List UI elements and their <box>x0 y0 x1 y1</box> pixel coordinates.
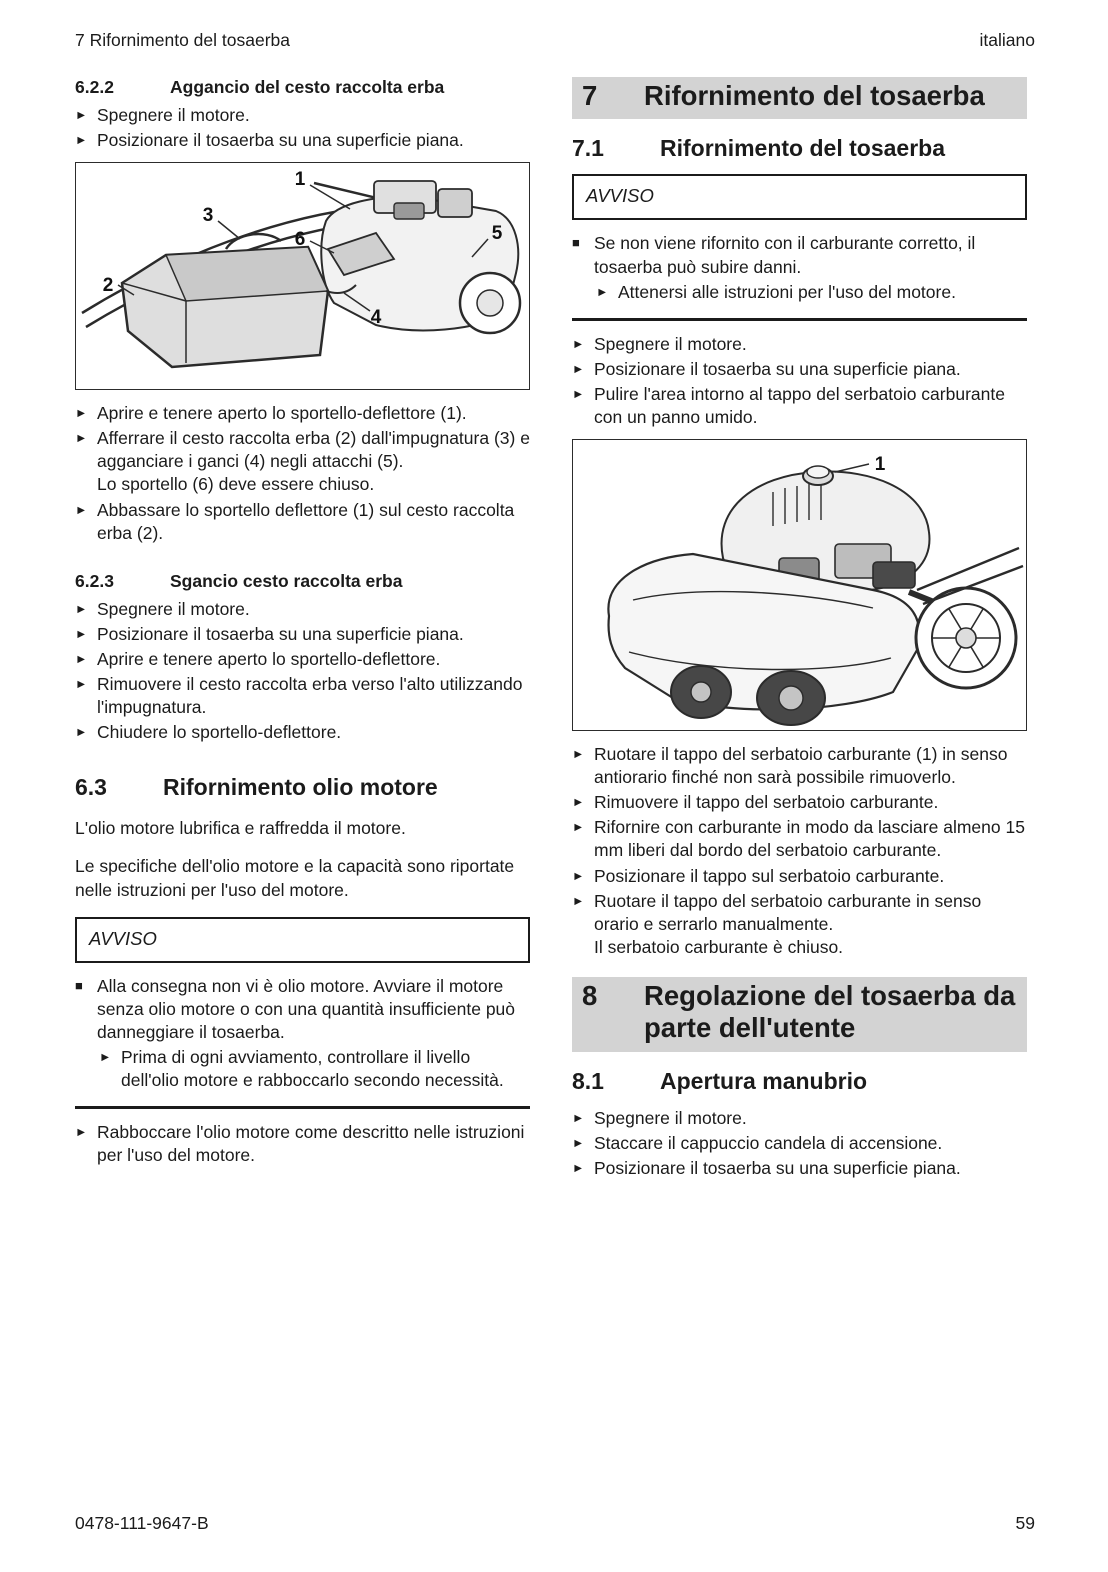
notice-item <box>572 232 1027 278</box>
notice-box <box>572 174 1027 220</box>
heading-6-2-2 <box>75 77 530 98</box>
list-item-text: Rimuovere il tappo del serbatoio carburante. <box>594 792 939 813</box>
heading-title: Rifornimento del tosaerba <box>660 135 945 162</box>
list-item-text: Posizionare il tosaerba su una superficie piana. <box>594 1158 961 1178</box>
footer-document-code: 0478-111-9647-B <box>75 1513 209 1533</box>
list-item-text: Aprire e tenere aperto lo sportello-deflettore. <box>97 648 441 669</box>
notice-sub-item <box>596 281 1027 304</box>
notice-body <box>572 232 1027 320</box>
bullet-arrow-icon: ► <box>572 747 585 762</box>
heading-6-2-3 <box>75 571 530 592</box>
heading-number: 7.1 <box>572 135 604 162</box>
list-item <box>572 791 1027 814</box>
heading-8-1 <box>572 1068 1027 1095</box>
heading-number: 6.2.2 <box>75 77 114 97</box>
bullet-arrow-icon: ► <box>75 601 88 616</box>
list-item-text: Ruotare il tappo del serbatoio carburante (1) in senso antiorario finché non sarà possibile rimuoverlo. <box>594 744 1008 788</box>
list-item-text: Posizionare il tappo sul serbatoio carburante. <box>594 865 945 886</box>
bullet-arrow-icon: ► <box>572 1135 585 1150</box>
heading-title: Sgancio cesto raccolta erba <box>170 570 403 591</box>
bullet-arrow-icon: ► <box>596 284 609 299</box>
bullet-arrow-icon: ► <box>572 868 585 883</box>
list-item <box>75 427 530 496</box>
heading-7-1 <box>572 135 1027 162</box>
notice-sub-item <box>99 1046 530 1092</box>
list-item-text: Spegnere il motore. <box>97 105 250 125</box>
list-item-text: Rabboccare l'olio motore come descritto nelle istruzioni per l'uso del motore. <box>97 1122 525 1166</box>
footer-page-number: 59 <box>1015 1513 1035 1533</box>
paragraph: L'olio motore lubrifica e raffredda il motore. <box>75 818 406 839</box>
bullet-square-icon: ■ <box>75 977 83 993</box>
fig1-callout-3: 3 <box>202 205 214 227</box>
list-item-text: Pulire l'area intorno al tappo del serbatoio carburante con un panno umido. <box>594 383 1005 427</box>
bullet-arrow-icon: ► <box>75 626 88 641</box>
heading-title: Aggancio del cesto raccolta erba <box>170 77 445 97</box>
list-item <box>75 598 530 621</box>
fig2-callout-1: 1 <box>874 454 886 476</box>
notice-body <box>75 975 530 1109</box>
list-item <box>572 1157 1027 1180</box>
list-item <box>572 358 1027 381</box>
bullet-arrow-icon: ► <box>75 651 88 666</box>
bullet-arrow-icon: ► <box>572 386 585 401</box>
fig1-callout-4: 4 <box>370 307 382 329</box>
heading-number: 8.1 <box>572 1067 604 1094</box>
list-item-text: Ruotare il tappo del serbatoio carburante in senso orario e serrarlo manualmente. <box>594 890 982 934</box>
bullet-arrow-icon: ► <box>75 108 88 122</box>
heading-title: Rifornimento del tosaerba <box>644 80 985 111</box>
heading-number: 8 <box>582 979 598 1011</box>
fuel-cap-figure <box>572 439 1027 731</box>
list-item <box>75 623 530 646</box>
list-item-text: Spegnere il motore. <box>97 598 250 619</box>
notice-sub-text: Attenersi alle istruzioni per l'uso del motore. <box>618 281 956 302</box>
list-item <box>572 816 1027 862</box>
list-item <box>572 383 1027 429</box>
heading-title: Apertura manubrio <box>660 1067 868 1094</box>
grass-catcher-figure <box>75 162 530 390</box>
list-item <box>75 721 530 744</box>
list-item <box>75 104 530 127</box>
notice-title: AVVISO <box>586 185 654 207</box>
fig1-callout-1: 1 <box>294 169 306 191</box>
list-item-note: Lo sportello (6) deve essere chiuso. <box>97 474 375 495</box>
notice-item-text: Se non viene rifornito con il carburante corretto, il tosaerba può subire danni. <box>594 233 976 277</box>
bullet-arrow-icon: ► <box>75 502 88 517</box>
bullet-arrow-icon: ► <box>572 893 585 908</box>
bullet-arrow-icon: ► <box>75 406 88 421</box>
list-item-text: Rimuovere il cesto raccolta erba verso l'alto utilizzando l'impugnatura. <box>97 674 523 718</box>
heading-number: 7 <box>582 80 598 111</box>
notice-item <box>75 975 530 1044</box>
header-chapter: 7 Rifornimento del tosaerba <box>75 30 290 50</box>
bullet-arrow-icon: ► <box>572 795 585 810</box>
list-item <box>572 1107 1027 1130</box>
heading-title: Regolazione del tosaerba da parte dell'utente <box>644 979 1016 1044</box>
list-item-text: Afferrare il cesto raccolta erba (2) dall'impugnatura (3) e agganciare i ganci (4) negli attacchi (5). <box>97 428 530 472</box>
bullet-arrow-icon: ► <box>75 133 88 148</box>
list-item-text: Chiudere lo sportello-deflettore. <box>97 722 342 743</box>
bullet-arrow-icon: ► <box>572 361 585 376</box>
notice-box <box>75 917 530 963</box>
fig1-callout-6: 6 <box>294 229 306 251</box>
list-item-text: Rifornire con carburante in modo da lasciare almeno 15 mm liberi dal bordo del serbatoio carburante. <box>594 817 1025 861</box>
left-column <box>75 77 530 1182</box>
heading-number: 6.3 <box>75 774 107 801</box>
right-column <box>572 77 1027 1182</box>
bullet-arrow-icon: ► <box>572 1161 585 1175</box>
list-item-text: Abbassare lo sportello deflettore (1) sul cesto raccolta erba (2). <box>97 499 515 543</box>
list-item <box>75 673 530 719</box>
bullet-arrow-icon: ► <box>99 1049 112 1064</box>
bullet-arrow-icon: ► <box>572 820 585 835</box>
list-item <box>572 1132 1027 1155</box>
heading-6-3 <box>75 774 530 801</box>
heading-8 <box>572 977 1027 1052</box>
list-item-note: Il serbatoio carburante è chiuso. <box>594 936 844 957</box>
list-item <box>75 1121 530 1167</box>
bullet-arrow-icon: ► <box>75 677 88 692</box>
list-item-text: Staccare il cappuccio candela di accensione. <box>594 1132 943 1153</box>
list-item-text: Posizionare il tosaerba su una superficie piana. <box>97 623 464 644</box>
header-language: italiano <box>979 30 1035 50</box>
page-footer <box>75 1513 1035 1534</box>
heading-title: Rifornimento olio motore <box>163 774 438 801</box>
list-item-text: Spegnere il motore. <box>594 1107 747 1128</box>
list-item <box>572 333 1027 356</box>
list-item <box>572 865 1027 888</box>
heading-7 <box>572 77 1027 119</box>
list-item <box>75 129 530 152</box>
page-header <box>75 30 1035 51</box>
heading-number: 6.2.3 <box>75 570 114 591</box>
mower-fuel-illustration <box>573 440 1036 730</box>
notice-sub-text: Prima di ogni avviamento, controllare il livello dell'olio motore e rabboccarlo secondo necessità. <box>121 1046 504 1090</box>
fig1-callout-5: 5 <box>491 223 503 245</box>
bullet-square-icon: ■ <box>572 235 580 251</box>
notice-item-text: Alla consegna non vi è olio motore. Avviare il motore senza olio motore o con una quantità insufficiente può danneggiare il tosaerba. <box>97 975 516 1042</box>
list-item <box>75 499 530 545</box>
fig1-callout-2: 2 <box>102 275 114 297</box>
list-item <box>75 402 530 425</box>
list-item <box>572 890 1027 959</box>
notice-title: AVVISO <box>89 927 157 949</box>
list-item <box>572 743 1027 789</box>
bullet-arrow-icon: ► <box>75 725 88 740</box>
list-item-text: Posizionare il tosaerba su una superficie piana. <box>594 358 961 379</box>
list-item-text: Aprire e tenere aperto lo sportello-deflettore (1). <box>97 403 467 424</box>
bullet-arrow-icon: ► <box>572 336 585 351</box>
paragraph: Le specifiche dell'olio motore e la capacità sono riportate nelle istruzioni per l'uso del motore. <box>75 856 515 900</box>
list-item <box>75 648 530 671</box>
list-item-text: Posizionare il tosaerba su una superficie piana. <box>97 130 464 151</box>
bullet-arrow-icon: ► <box>75 431 88 446</box>
bullet-arrow-icon: ► <box>75 1125 88 1140</box>
mower-basket-illustration <box>76 163 528 389</box>
bullet-arrow-icon: ► <box>572 1110 585 1125</box>
list-item-text: Spegnere il motore. <box>594 333 747 354</box>
